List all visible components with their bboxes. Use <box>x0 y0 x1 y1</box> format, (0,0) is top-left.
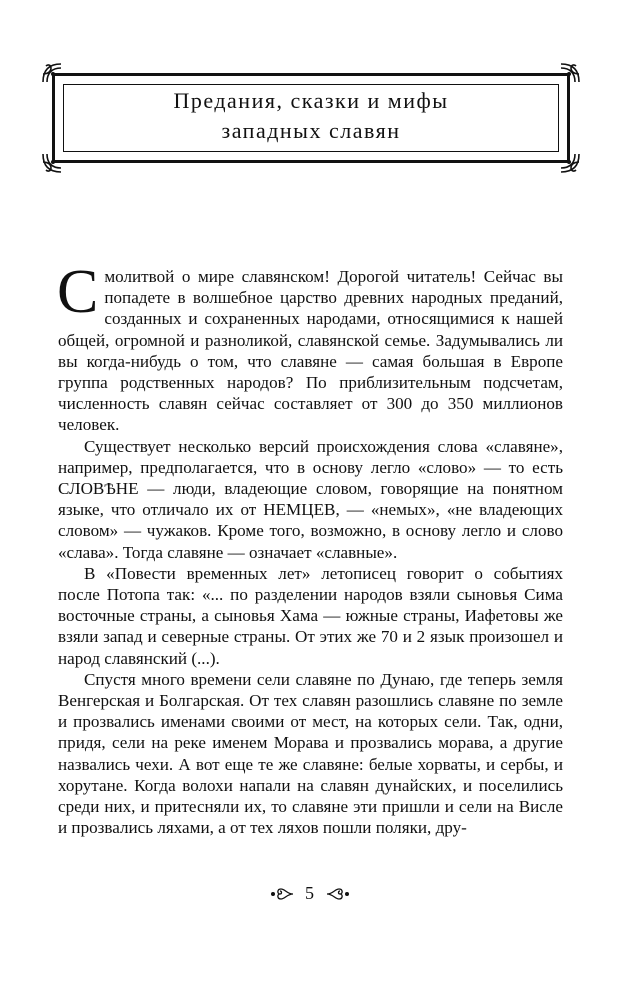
corner-ornament-icon <box>559 152 581 174</box>
drop-cap: С <box>57 258 99 326</box>
corner-ornament-icon <box>559 62 581 84</box>
title-line-1: Предания, сказки и мифы <box>173 88 449 113</box>
corner-ornament-icon <box>41 62 63 84</box>
title-line-2: западных славян <box>221 118 401 143</box>
body-text <box>57 258 563 838</box>
paragraph-2: Существует несколько версий происхождения слова «славяне», например, предполагается, что в основу легло «слово» — то есть СЛОВѢНЕ — люди, владеющие словом, говорящие на понятном языке, что отличало их от НЕМЦЕВ, — «немых», «не владеющих словом» — чужаков. Кроме того, возможно, в основу легло и слово «слава». Тогда славяне — означает «славные». <box>58 436 563 562</box>
paragraph-1 <box>57 258 563 436</box>
page-footer <box>0 882 619 904</box>
paragraph-3: В «Повести временных лет» летописец говорит о событиях после Потопа так: «... по разделении народов взяли сыновья Сима восточные страны, а сыновья Хама — южные страны, Иафетовы же взяли запад и северные страны. От этих же 70 и 2 язык произошел и народ славянский (...). <box>58 563 563 668</box>
book-title <box>55 86 567 146</box>
left-ornament-icon <box>269 887 295 901</box>
paragraph-4: Спустя много времени сели славяне по Дунаю, где теперь земля Венгерская и Болгарская. От тех славян разошлись славяне по земле и прозвались именами своими от мест, на которых сели. Так, одни, придя, сели на реке именем Морава и прозвались морава, а другие назвались чехи. А вот еще те же славяне: белые хорваты, и сербы, и хорутане. Когда волохи напали на славян дунайских, и поселились среди них, и притесняли их, то славяне эти пришли и сели на Висле и прозвались ляхами, а от тех ляхов пошли поляки, дру- <box>58 669 563 838</box>
corner-ornament-icon <box>41 152 63 174</box>
header-frame <box>52 73 570 163</box>
right-ornament-icon <box>325 887 351 901</box>
paragraph-1-text: молитвой о мире славянском! Дорогой читатель! Сейчас вы попадете в волшебное царство древних народных преданий, созданных и сохраненных народами, относящимися к нашей общей, огромной и разноликой, славянской семье. Задумывались ли вы когда-нибудь о том, что славяне — самая большая в Европе группа родственных народов? По приблизительным подсчетам, численность славян сейчас составляет от 300 до 350 миллионов человек. <box>58 267 563 435</box>
page-number: 5 <box>305 883 314 904</box>
